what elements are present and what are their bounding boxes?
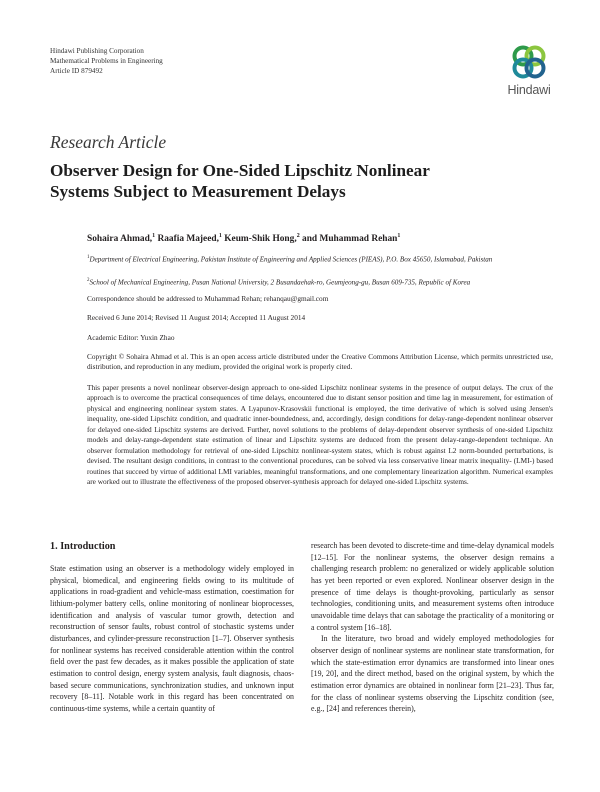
intro-paragraph: State estimation using an observer is a methodology widely employed in physical, biomedical, and engineering fields owing to its multitude of applications in road-gradient and vehicle-mass estimation, coestimation for lithium-polymer battery cells, online monitoring of nonlinear bioprocesses, identification and analysis of vascular tumor growth, detection and reconstruction of sensor faults, robust control of stochastic systems under disturbances, and cylinder-pressure reconstruction [1–7]. Observer synthesis for nonlinear systems has received considerable attention within the control field over the past few decades, as it makes possible the application of state estimation to control design, energy system analysis, fault diagnosis, chaos-based secure communications, synchronization studies, and unknown input recovery [8–11]. Notable work in this regard has been concentrated on continuous-time systems, while a certain quantity of	[50, 564, 294, 713]
copyright-notice: Copyright © Sohaira Ahmad et al. This is an open access article distributed under the Creative Commons Attribution License, which permits unrestricted use, distribution, and reproduction in any medium, provided the original work is properly cited.	[87, 352, 553, 371]
section-heading: 1. Introduction	[50, 541, 116, 552]
author: Sohaira Ahmad,	[87, 234, 153, 245]
intro-paragraph: In the literature, two broad and widely employed methodologies for observer design of nonlinear systems are nonlinear state transformation, for which the state-estimation error dynamics are transformed into linear ones [19, 20], and the direct method, based on the original system, by which the estimation error dynamics are obtained in nonlinear form [21–23]. Thus far, for the class of nonlinear systems observing the Lipschitz condition (see, e.g., [24] and references therein),	[311, 634, 554, 714]
publisher-line: Hindawi Publishing Corporation	[50, 47, 144, 55]
affiliation-mark: 1	[87, 255, 90, 260]
affiliation-text: School of Mechanical Engineering, Pusan National University, 2 Busandaehak-ro, Geumjeong-gu, Busan 609-735, Republic of Korea	[89, 278, 471, 287]
right-column	[311, 540, 554, 715]
author-affil-mark: 1	[152, 233, 156, 239]
received-dates: Received 6 June 2014; Revised 11 August 2014; Accepted 11 August 2014	[87, 313, 306, 322]
affiliation-1	[87, 253, 557, 265]
author-affil-mark: 1	[218, 233, 222, 239]
academic-editor: Academic Editor: Yuxin Zhao	[87, 333, 175, 342]
logo-text: Hindawi	[507, 83, 551, 97]
author-affil-mark: 1	[397, 233, 401, 239]
author: and Muhammad Rehan	[302, 234, 398, 245]
correspondence: Correspondence should be addressed to Muhammad Rehan; rehanqau@gmail.com	[87, 294, 329, 303]
intro-paragraph: research has been devoted to discrete-time and time-delay dynamical models [12–15]. For the nonlinear systems, the observer design remains a challenging research problem: no generalized or widely applicable solution has yet been reported or even explored. Nonlinear observer design in the presence of time delays is thought-provoking, particularly as sensor technologies, conditioning units, and measurement systems often introduce unavoidable time delays that can sabotage the practicality of a monitoring or a control system [16–18].	[311, 541, 554, 632]
hindawi-logo-icon	[509, 42, 549, 82]
author-affil-mark: 2	[296, 233, 300, 239]
paper-title: Observer Design for One-Sided Lipschitz Nonlinear Systems Subject to Measurement Delays	[50, 161, 430, 201]
author-list	[87, 233, 400, 244]
affiliation-mark: 2	[87, 278, 90, 283]
article-id-line: Article ID 879492	[50, 66, 103, 75]
affiliation-2	[87, 276, 557, 288]
left-column	[50, 563, 294, 715]
article-type: Research Article	[50, 132, 167, 152]
author: Keum-Shik Hong,	[224, 234, 297, 245]
journal-header	[50, 47, 163, 76]
abstract: This paper presents a novel nonlinear observer-design approach to one-sided Lipschitz nonlinear systems in the presence of output delays. The crux of the approach is to overcome the practical consequences of time delays, encountered due to distant sensor position and time lag in measurement, for estimation of physical and engineering nonlinear system states. A Lyapunov-Krasovskii functional is employed, the time derivative of which is solved using Jensen's inequality, one-sided Lipschitz condition, and quadratic inner-boundedness, and, accordingly, design conditions for delay-range-dependent nonlinear observer for delayed one-sided Lipschitz systems are derived. Further, novel solutions to the problems of delay-dependent observer synthesis of one-sided Lipschitz models and delay-range-dependent state estimation of linear and Lipschitz systems are deduced from the present delay-range-dependent technique. An observer formulation methodology for retrieval of one-sided Lipschitz nonlinear-system states, which is robust against L2 norm-bounded perturbations, is devised. The resultant design conditions, in contrast to the conventional procedures, can be solved via less conservative linear matrix inequality- (LMI-) based routines that succeed by virtue of additional LMI variables, meaningful transformations, and one complementary linearization algorithm. Numerical examples are worked out to illustrate the effectiveness of the proposed observer-synthesis approach for delayed one-sided Lipschitz systems.	[87, 383, 553, 487]
author: Raafia Majeed,	[157, 234, 219, 245]
affiliation-text: Department of Electrical Engineering, Pakistan Institute of Engineering and Applied Sciences (PIEAS), P.O. Box 45650, Islamabad, Pakistan	[89, 255, 493, 264]
hindawi-logo	[502, 42, 556, 108]
journal-line: Mathematical Problems in Engineering	[50, 56, 163, 65]
